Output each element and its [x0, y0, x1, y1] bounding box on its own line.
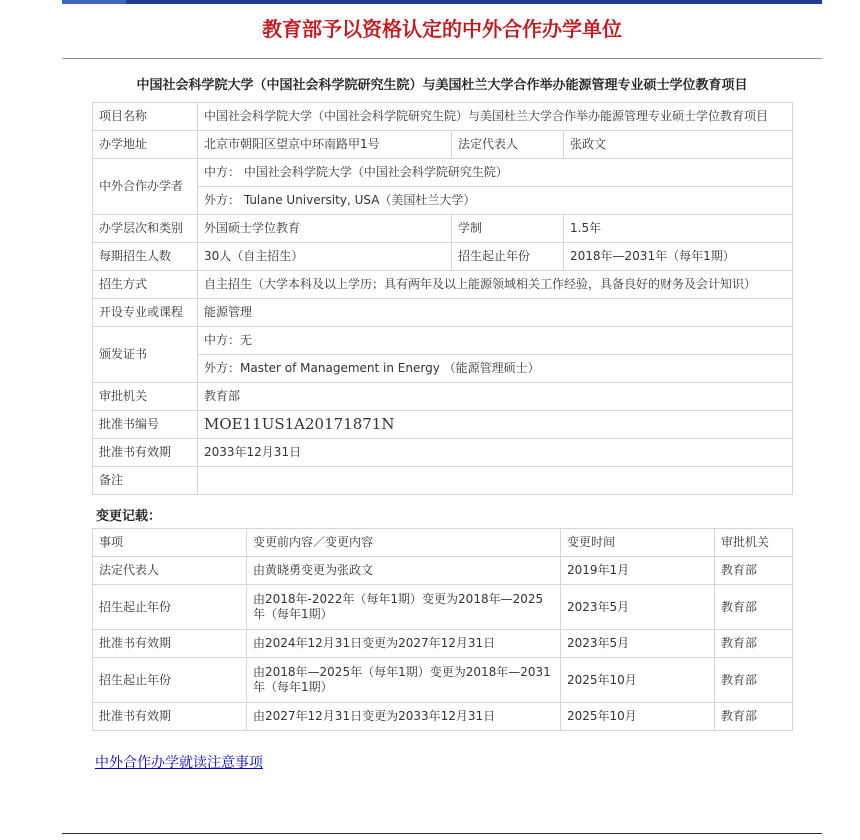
table-row — [93, 271, 793, 299]
approval-no-label: 批准书编号 — [93, 411, 198, 439]
authority-value: 教育部 — [198, 383, 793, 411]
address-label: 办学地址 — [93, 131, 198, 159]
title-divider — [62, 58, 822, 59]
remarks-value — [198, 467, 793, 495]
validity-label: 批准书有效期 — [93, 439, 198, 467]
duration-value: 1.5年 — [564, 215, 793, 243]
partner-cn-value: 中方： 中国社会科学院大学（中国社会科学院研究生院） — [198, 159, 793, 187]
change-item: 批准书有效期 — [93, 703, 247, 731]
change-authority: 教育部 — [715, 585, 793, 630]
certificate-label: 颁发证书 — [93, 327, 198, 383]
column-header: 变更前内容／变更内容 — [247, 529, 561, 557]
level-label: 办学层次和类别 — [93, 215, 198, 243]
table-header-row — [93, 529, 793, 557]
partner-foreign-value: 外方： Tulane University, USA（美国杜兰大学） — [198, 187, 793, 215]
program-info-table — [92, 102, 793, 495]
approval-no-value: MOE11US1A20171871N — [198, 411, 793, 439]
change-authority: 教育部 — [715, 630, 793, 658]
table-row — [93, 131, 793, 159]
change-date: 2023年5月 — [561, 630, 715, 658]
column-header: 变更时间 — [561, 529, 715, 557]
change-item: 批准书有效期 — [93, 630, 247, 658]
top-color-bar — [62, 0, 822, 4]
change-authority: 教育部 — [715, 658, 793, 703]
table-row — [93, 630, 793, 658]
table-row — [93, 243, 793, 271]
change-content: 由黄晓勇变更为张政文 — [247, 557, 561, 585]
change-content: 由2018年—2025年（每年1期）变更为2018年—2031年（每年1期） — [247, 658, 561, 703]
change-date: 2025年10月 — [561, 658, 715, 703]
enroll-num-value: 30人（自主招生） — [198, 243, 452, 271]
table-row — [93, 658, 793, 703]
table-row — [93, 439, 793, 467]
program-title: 中国社会科学院大学（中国社会科学院研究生院）与美国杜兰大学合作举办能源管理专业硕士学位教育项目 — [136, 78, 748, 93]
enroll-years-value: 2018年—2031年（每年1期） — [564, 243, 793, 271]
column-header: 审批机关 — [715, 529, 793, 557]
validity-value: 2033年12月31日 — [198, 439, 793, 467]
table-row — [93, 383, 793, 411]
courses-label: 开设专业或课程 — [93, 299, 198, 327]
change-item: 招生起止年份 — [93, 585, 247, 630]
project-name-value: 中国社会科学院大学（中国社会科学院研究生院）与美国杜兰大学合作举办能源管理专业硕士学位教育项目 — [198, 103, 793, 131]
certificate-cn-value: 中方：无 — [198, 327, 793, 355]
change-content: 由2027年12月31日变更为2033年12月31日 — [247, 703, 561, 731]
notice-link[interactable]: 中外合作办学就读注意事项 — [95, 755, 263, 771]
courses-value: 能源管理 — [198, 299, 793, 327]
change-authority: 教育部 — [715, 703, 793, 731]
table-row — [93, 327, 793, 355]
level-value: 外国硕士学位教育 — [198, 215, 452, 243]
enroll-method-label: 招生方式 — [93, 271, 198, 299]
change-item: 法定代表人 — [93, 557, 247, 585]
table-row — [93, 299, 793, 327]
change-authority: 教育部 — [715, 557, 793, 585]
change-content: 由2018年-2022年（每年1期）变更为2018年—2025年（每年1期） — [247, 585, 561, 630]
partners-label: 中外合作办学者 — [93, 159, 198, 215]
authority-label: 审批机关 — [93, 383, 198, 411]
page-title: 教育部予以资格认定的中外合作办学单位 — [262, 17, 622, 41]
enroll-num-label: 每期招生人数 — [93, 243, 198, 271]
legal-rep-label: 法定代表人 — [452, 131, 564, 159]
legal-rep-value: 张政文 — [564, 131, 793, 159]
changes-table — [92, 528, 793, 731]
table-row — [93, 103, 793, 131]
changes-heading: 变更记载： — [96, 509, 162, 524]
table-row — [93, 159, 793, 187]
table-row — [93, 355, 793, 383]
enroll-years-label: 招生起止年份 — [452, 243, 564, 271]
table-row — [93, 557, 793, 585]
table-row — [93, 467, 793, 495]
project-name-label: 项目名称 — [93, 103, 198, 131]
enroll-method-value: 自主招生（大学本科及以上学历；具有两年及以上能源领域相关工作经验，具备良好的财务及会计知识） — [198, 271, 793, 299]
duration-label: 学制 — [452, 215, 564, 243]
certificate-foreign-value: 外方：Master of Management in Energy （能源管理硕士） — [198, 355, 793, 383]
table-row — [93, 585, 793, 630]
change-date: 2025年10月 — [561, 703, 715, 731]
change-date: 2019年1月 — [561, 557, 715, 585]
remarks-label: 备注 — [93, 467, 198, 495]
top-bar-accent — [62, 0, 126, 4]
footer-divider — [62, 833, 822, 834]
change-content: 由2024年12月31日变更为2027年12月31日 — [247, 630, 561, 658]
address-value: 北京市朝阳区望京中环南路甲1号 — [198, 131, 452, 159]
table-row — [93, 703, 793, 731]
column-header: 事项 — [93, 529, 247, 557]
table-row — [93, 215, 793, 243]
table-row — [93, 187, 793, 215]
table-row — [93, 411, 793, 439]
change-date: 2023年5月 — [561, 585, 715, 630]
change-item: 招生起止年份 — [93, 658, 247, 703]
